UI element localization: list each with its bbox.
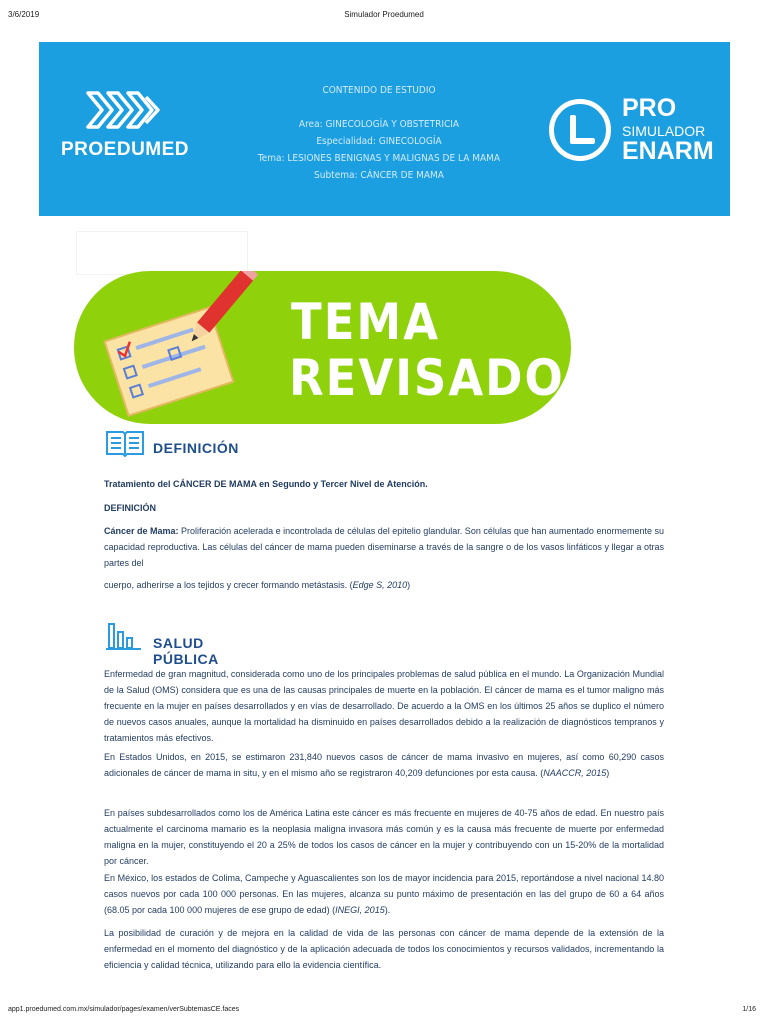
tema-line: Tema: LESIONES BENIGNAS Y MALIGNAS DE LA MAMA bbox=[257, 153, 501, 164]
study-content-info bbox=[229, 82, 529, 184]
definition-continuation bbox=[104, 577, 664, 593]
definition-citation: Edge S, 2010 bbox=[352, 580, 408, 590]
proedumed-logo bbox=[61, 87, 201, 167]
salud-section-title: SALUD PÚBLICA bbox=[153, 635, 219, 667]
chevrons-logo-icon bbox=[86, 87, 166, 133]
enarm-wordmark: ENARM bbox=[622, 137, 714, 165]
definition-text: Proliferación acelerada e incontrolada de células del epitelio glandular. Son células que han aumentado enormemente su capacidad reproductiva. Las células del cáncer de mama pueden diseminarse a través de la sangre o de los vasos linfáticos y llegar a otras partes del bbox=[104, 526, 664, 568]
salud-paragraph-5: La posibilidad de curación y de mejora en la calidad de vida de las personas con cáncer de mama depende de la extensión de la enfermedad en el momento del diagnóstico y de la aplicación adecuada de todos los conocimientos y recursos validados, incrementando la eficiencia y calidad técnica, utilizando para ello la evidencia científica. bbox=[104, 928, 664, 970]
definition-term: Cáncer de Mama: bbox=[104, 526, 179, 536]
pro-simulador-enarm-logo bbox=[549, 94, 719, 174]
l-circle-icon bbox=[549, 99, 611, 161]
header-banner bbox=[39, 42, 730, 216]
definition-text-2: cuerpo, adherirse a los tejidos y crecer formando metástasis. ( bbox=[104, 580, 353, 590]
salud-p4-citation: INEGI, 2015 bbox=[335, 905, 385, 915]
pro-wordmark: PRO bbox=[622, 94, 677, 122]
salud-paragraph-2 bbox=[104, 749, 664, 781]
definicion-subheading: DEFINICIÓN bbox=[104, 503, 157, 513]
bar-chart-icon bbox=[105, 620, 145, 652]
salud-p2-close: ) bbox=[606, 768, 610, 778]
proedumed-wordmark: PROEDUMED bbox=[61, 139, 190, 160]
revisado-label: REVISADO bbox=[289, 349, 565, 407]
print-header bbox=[0, 0, 768, 24]
simulador-wordmark: SIMULADOR bbox=[622, 123, 706, 139]
salud-paragraph-3: En países subdesarrollados como los de América Latina este cáncer es más frecuente en mujeres de 40-75 años de edad. En nuestro país actualmente el carcinoma mamario es la neoplasia maligna invasora más común y es la causa más frecuente de muerte por enfermedad maligna en la mujer, constituyendo el 20 a 25% de todos los casos de cáncer en la mujer y contribuyendo con un 15-20% de la mortalidad por cáncer. bbox=[104, 808, 664, 866]
subtema-line: Subtema: CÁNCER DE MAMA bbox=[314, 170, 444, 181]
especialidad-line: Especialidad: GINECOLOGÍA bbox=[316, 136, 442, 147]
salud-paragraph-4 bbox=[104, 870, 664, 918]
print-footer bbox=[0, 1000, 768, 1024]
area-line: Area: GINECOLOGÍA Y OBSTETRICIA bbox=[298, 119, 460, 130]
tema-label: TEMA bbox=[291, 293, 441, 351]
definition-paragraph bbox=[104, 523, 664, 571]
definition-close-paren: ) bbox=[407, 580, 411, 590]
definicion-section-title: DEFINICIÓN bbox=[153, 440, 239, 456]
checklist-pencil-icon bbox=[84, 271, 264, 424]
salud-paragraph-1: Enfermedad de gran magnitud, considerada como uno de los principales problemas de salud pública en el mundo. La Organización Mundial de la Salud (OMS) considera que es una de las causas principales de muerte en la población. El cáncer de mama es el tumor maligno más frecuente en la mujer en países desarrollados y en vías de desarrollado. De acuerdo a la OMS en los últimos 25 años se duplico el número de nuevos casos anuales, aunque la mortalidad ha disminuido en países desarrollados debido a la realización de diagnósticos tempranos y tratamientos más efectivos. bbox=[104, 669, 664, 743]
open-book-icon bbox=[105, 428, 145, 458]
empty-frame bbox=[76, 231, 248, 275]
study-heading: CONTENIDO DE ESTUDIO bbox=[322, 85, 436, 96]
intro-line: Tratamiento del CÁNCER DE MAMA en Segundo y Tercer Nivel de Atención. bbox=[104, 479, 428, 489]
salud-p2-text: En Estados Unidos, en 2015, se estimaron 231,840 nuevos casos de cáncer de mama invasivo en mujeres, así como 60,290 casos adicionales de cáncer de mama in situ, y en el mismo año se registraron 40,209 defunciones por esta causa. ( bbox=[104, 752, 664, 778]
print-url: app1.proedumed.com.mx/simulador/pages/examen/verSubtemasCE.faces bbox=[8, 1006, 240, 1013]
print-date: 3/6/2019 bbox=[8, 10, 40, 19]
salud-p2-citation: NAACCR, 2015 bbox=[543, 768, 607, 778]
salud-p4-close: ). bbox=[384, 905, 391, 915]
page-number: 1/16 bbox=[742, 1006, 756, 1013]
print-title: Simulador Proedumed bbox=[344, 10, 424, 19]
tema-revisado-badge bbox=[74, 271, 571, 424]
salud-p4-text: En México, los estados de Colima, Campeche y Aguascalientes son los de mayor incidencia para 2015, reportándose a nivel nacional 14.80 casos nuevos por cada 100 000 personas. En las mujeres, alcanza su punto máximo de presentación en las del grupo de 60 a 64 años (68.05 por cada 100 000 mujeres de ese grupo de edad) ( bbox=[104, 873, 664, 915]
